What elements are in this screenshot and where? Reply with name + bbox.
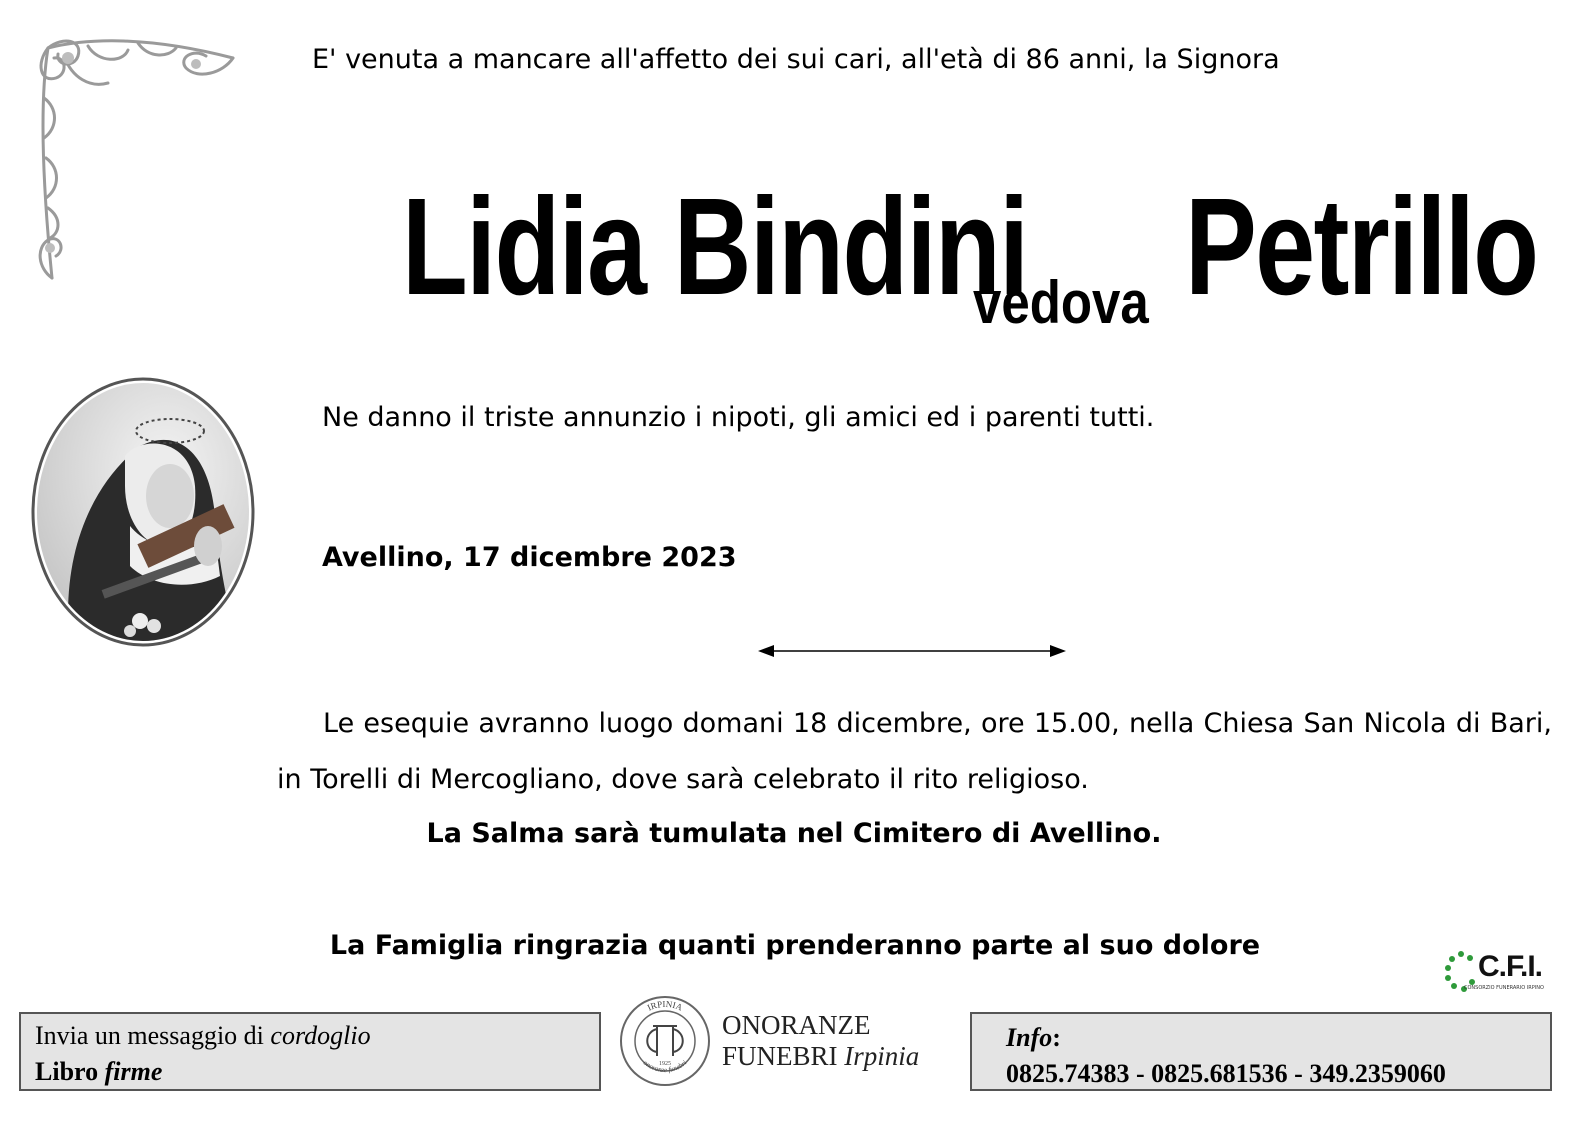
cfi-subtitle: CONSORZIO FUNERARIO IRPINO	[1464, 985, 1544, 991]
company-line2-prefix: FUNEBRI	[722, 1041, 845, 1071]
intro-text: E' venuta a mancare all'affetto dei sui cari, all'età di 86 anni, la Signora	[312, 44, 1280, 75]
condolence-box[interactable]	[19, 1012, 601, 1091]
company-line1: ONORANZE	[722, 1010, 871, 1040]
place-date: Avellino, 17 dicembre 2023	[322, 542, 737, 573]
seal-year: 1925	[659, 1061, 671, 1067]
condolence-link[interactable]	[35, 1018, 585, 1054]
seal-top-text: IRPINIA	[645, 998, 684, 1013]
info-label	[1006, 1020, 1516, 1056]
cfi-logo	[1442, 950, 1544, 1000]
name-connector: vedova	[973, 269, 1149, 336]
info-label-text: Info	[1006, 1023, 1053, 1052]
announcement-text: Ne danno il triste annunzio i nipoti, gli amici ed i parenti tutti.	[322, 402, 1155, 433]
guestbook-emphasis: firme	[104, 1057, 163, 1086]
guestbook-link[interactable]	[35, 1054, 585, 1090]
saint-portrait-icon	[30, 376, 256, 648]
company-name	[722, 1010, 919, 1072]
company-line2-emphasis: Irpinia	[844, 1041, 920, 1071]
info-box	[970, 1012, 1552, 1091]
phone-numbers	[1006, 1056, 1516, 1092]
name-last: Petrillo	[1185, 170, 1538, 324]
funeral-info: Le esequie avranno luogo domani 18 dicembre, ore 15.00, nella Chiesa San Nicola di Bari, in Torelli di Mercogliano, dove sarà celebrato il rito religioso.	[277, 708, 1552, 795]
corner-flourish-icon	[28, 28, 243, 288]
condolence-label: Invia un messaggio di	[35, 1021, 271, 1050]
seal-bottom-text: onoranze funebri	[641, 1058, 689, 1075]
burial-text: La Salma sarà tumulata nel Cimitero di Avellino.	[426, 818, 1162, 849]
guestbook-label: Libro	[35, 1057, 105, 1086]
double-arrow-icon	[756, 642, 1068, 660]
cfi-logo-text: C.F.I.	[1478, 950, 1543, 983]
info-colon: :	[1052, 1023, 1061, 1052]
condolence-emphasis: cordoglio	[270, 1021, 371, 1050]
phone-numbers-text: 0825.74383 - 0825.681536 - 349.2359060	[1006, 1059, 1446, 1088]
company-seal-icon	[616, 992, 714, 1090]
thanks-text: La Famiglia ringrazia quanti prenderanno parte al suo dolore	[329, 930, 1261, 961]
company-line2	[722, 1041, 919, 1072]
name-first: Lidia Bindini	[402, 170, 1028, 324]
